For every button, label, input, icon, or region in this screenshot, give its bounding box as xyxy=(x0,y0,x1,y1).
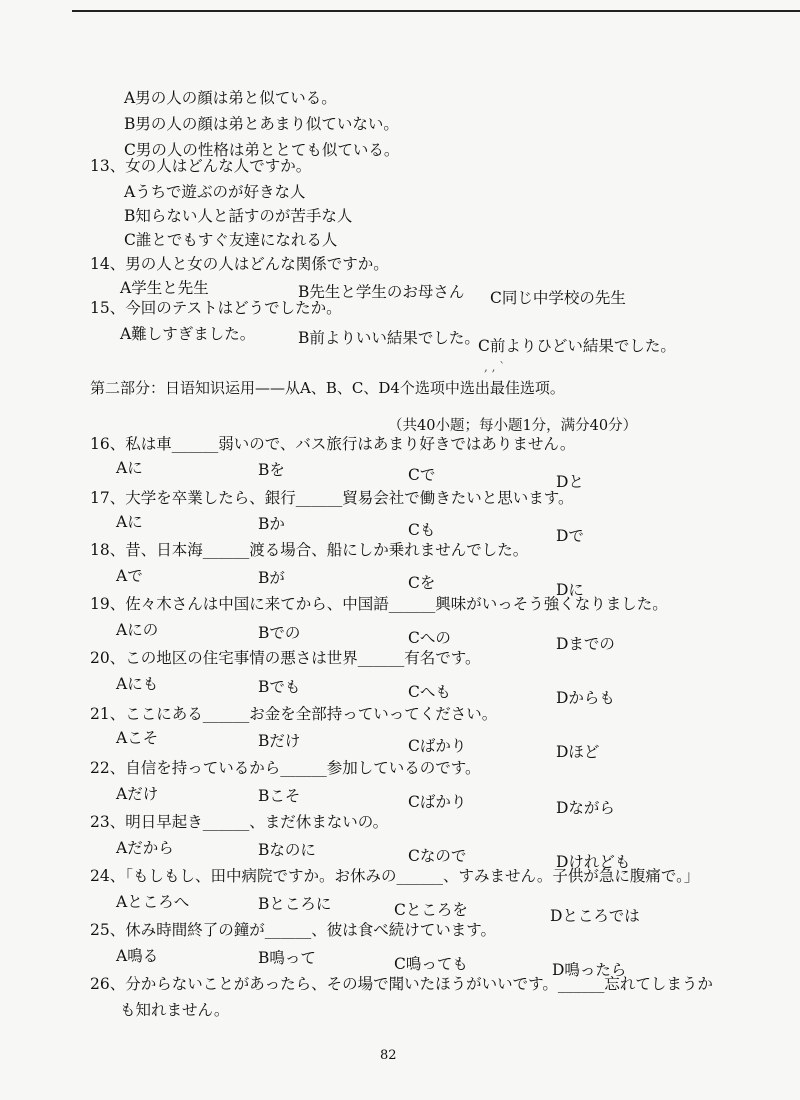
q20-question: 20、この地区の住宅事情の悪さは世界______有名です。 xyxy=(90,649,481,667)
q15-question: 15、今回のテストはどうでしたか。 xyxy=(90,299,342,317)
q14-option-c: C同じ中学校の先生 xyxy=(490,289,626,307)
q24-option-a: Aところへ xyxy=(116,893,190,911)
q14-option-a: A学生と先生 xyxy=(120,279,209,297)
q24-option-d: Dところでは xyxy=(550,907,640,925)
q21-option-b: Bだけ xyxy=(258,732,301,750)
q20-option-c: Cへも xyxy=(408,683,451,701)
q21-option-c: Cばかり xyxy=(408,737,467,755)
q24-option-b: Bところに xyxy=(258,895,332,913)
q22-option-a: Aだけ xyxy=(116,785,159,803)
q19-question: 19、佐々木さんは中国に来てから、中国語______興味がいっそう強くなりました。 xyxy=(90,595,668,613)
q20-option-d: Dからも xyxy=(556,689,615,707)
q26-question-line2: も知れません。 xyxy=(120,1001,230,1019)
q12-option-b: B男の人の顔は弟とあまり似ていない。 xyxy=(124,115,399,133)
page-number: 82 xyxy=(380,1048,397,1063)
q23-option-c: Cなので xyxy=(408,847,467,865)
q17-option-d: Dで xyxy=(556,527,584,545)
q19-option-c: Cへの xyxy=(408,629,451,647)
q20-option-b: Bでも xyxy=(258,678,301,696)
q16-option-c: Cで xyxy=(408,466,436,484)
speck-mark: , , ` xyxy=(484,360,506,374)
q14-option-b: B先生と学生のお母さん xyxy=(298,283,465,301)
q19-option-a: Aにの xyxy=(116,621,159,639)
q13-question: 13、女の人はどんな人ですか。 xyxy=(90,157,312,175)
q21-option-d: Dほど xyxy=(556,743,600,761)
q23-question: 23、明日早起き______、まだ休まないの。 xyxy=(90,813,389,831)
q15-option-c: C前よりひどい結果でした。 xyxy=(478,337,676,355)
q26-question-line1: 26、分からないことがあったら、その場で聞いたほうがいいです。______忘れてしまうか xyxy=(90,975,713,993)
q15-option-b: B前よりいい結果でした。 xyxy=(298,329,480,347)
q12-option-a: A男の人の顔は弟と似ている。 xyxy=(124,89,337,107)
q20-option-a: Aにも xyxy=(116,675,159,693)
q17-option-a: Aに xyxy=(116,513,143,531)
q25-option-d: D鳴ったら xyxy=(552,961,627,979)
q13-option-a: Aうちで遊ぶのが好きな人 xyxy=(124,183,306,201)
q16-option-a: Aに xyxy=(116,459,143,477)
q18-option-a: Aで xyxy=(116,567,143,585)
q23-option-a: Aだから xyxy=(116,839,174,857)
q25-option-b: B鳴って xyxy=(258,949,316,967)
q17-option-c: Cも xyxy=(408,521,436,539)
q16-option-b: Bを xyxy=(258,461,285,479)
q24-question: 24、「もしもし、田中病院ですか。お休みの______、すみません。子供が急に腹痛で。」 xyxy=(90,867,700,885)
q22-question: 22、自信を持っているから______参加しているのです。 xyxy=(90,759,481,777)
q19-option-b: Bでの xyxy=(258,624,301,642)
q17-option-b: Bか xyxy=(258,515,285,533)
q12-option-c: C男の人の性格は弟ととても似ている。 xyxy=(124,141,400,159)
q22-option-b: Bこそ xyxy=(258,787,301,805)
q18-option-b: Bが xyxy=(258,569,285,587)
q22-option-c: Cばかり xyxy=(408,793,467,811)
q25-option-a: A鳴る xyxy=(116,947,159,965)
q14-question: 14、男の人と女の人はどんな関係ですか。 xyxy=(90,255,389,273)
q18-option-c: Cを xyxy=(408,574,436,592)
q19-option-d: Dまでの xyxy=(556,635,615,653)
q16-question: 16、私は車______弱いので、バス旅行はあまり好きではありません。 xyxy=(90,435,576,453)
q23-option-b: Bなのに xyxy=(258,841,316,859)
top-rule xyxy=(72,10,800,12)
q25-option-c: C鳴っても xyxy=(394,955,468,973)
q17-question: 17、大学を卒業したら、銀行______貿易会社で働きたいと思います。 xyxy=(90,489,574,507)
section2-note: （共40小题；每小题1分，满分40分） xyxy=(388,418,638,434)
q22-option-d: Dながら xyxy=(556,799,615,817)
q13-option-c: C誰とでもすぐ友達になれる人 xyxy=(124,231,338,249)
q21-question: 21、ここにある______お金を全部持っていってください。 xyxy=(90,705,498,723)
q18-question: 18、昔、日本海______渡る場合、船にしか乗れませんでした。 xyxy=(90,541,529,559)
q24-option-c: Cところを xyxy=(394,901,468,919)
q16-option-d: Dと xyxy=(556,473,584,491)
q25-question: 25、休み時間終了の鐘が______、彼は食べ続けています。 xyxy=(90,921,496,939)
q21-option-a: Aこそ xyxy=(116,729,159,747)
q18-option-d: Dに xyxy=(556,581,584,599)
q23-option-d: Dけれども xyxy=(556,853,631,871)
section2-title: 第二部分：日语知识运用——从A、B、C、D4个选项中选出最佳选项。 xyxy=(90,379,565,397)
q15-option-a: A難しすぎました。 xyxy=(120,325,256,343)
q13-option-b: B知らない人と話すのが苦手な人 xyxy=(124,207,353,225)
